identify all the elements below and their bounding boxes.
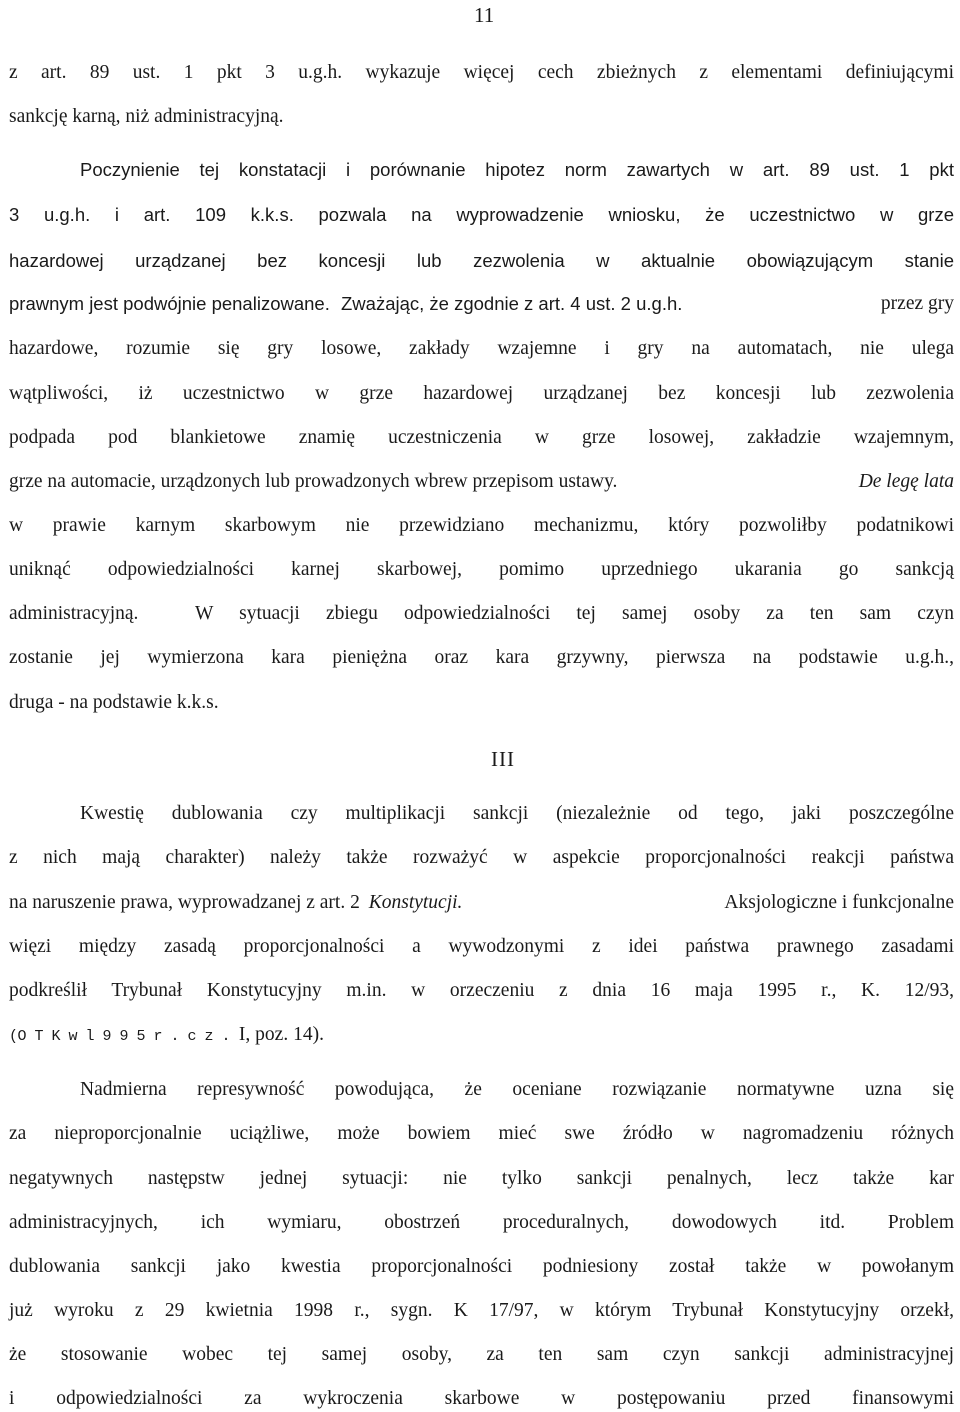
para3-line-6b: I, poz. 14). [238,1024,324,1045]
para3-line-4: więzi między zasadą proporcjonalności a wywodzonymi z idei państwa prawnego zasadami [9,936,954,957]
para2-line-10: uniknąć odpowiedzialności karnej skarbowej, pomimo uprzedniego ukarania go sankcją [9,559,954,580]
para3-line-3c: Aksjologiczne i funkcjonalne [724,892,954,913]
para1-line-1: z art. 89 ust. 1 pkt 3 u.g.h. wykazuje więcej cech zbieżnych z elementami definiującymi [9,62,954,83]
para2-line-8 [9,469,954,495]
para2-line-2: 3 u.g.h. i art. 109 k.k.s. pozwala na wyprowadzenie wniosku, że uczestnictwo w grze [9,204,954,225]
para2-line-13: druga - na podstawie k.k.s. [9,692,219,713]
para3-line-6 [9,1022,954,1050]
para2-line-8b: De legę lata [858,471,954,492]
para2-line-11a: administracyjną. [9,603,139,624]
para3-line-3a: na naruszenie prawa, wyprowadzanej z art. 2 [9,892,360,913]
para2-line-4b: Zważając, że zgodnie z art. 4 ust. 2 u.g.h. [341,293,683,314]
para2-line-4c: przez gry [880,293,954,314]
para4-line-7: że stosowanie wobec tej samej osoby, za ten sam czyn sankcji administracyjnej [9,1344,954,1365]
para2-line-1: Poczynienie tej konstatacji i porównanie hipotez norm zawartych w art. 89 ust. 1 pkt [80,159,954,180]
para2-line-5: hazardowe, rozumie się gry losowe, zakłady wzajemne i gry na automatach, nie ulega [9,338,954,359]
para2-line-12: zostanie jej wymierzona kara pieniężna oraz kara grzywny, pierwsza na podstawie u.g.h., [9,647,954,668]
para2-line-11b: W sytuacji zbiegu odpowiedzialności tej samej osoby za ten sam czyn [195,603,954,624]
para2-line-4 [9,291,954,317]
para3-line-5: podkreślił Trybunał Konstytucyjny m.in. w orzeczeniu z dnia 16 maja 1995 r., K. 12/93, [9,980,954,1001]
para4-line-2: za nieproporcjonalnie uciążliwe, może bowiem mieć swe źródło w nagromadzeniu różnych [9,1123,954,1144]
para3-line-3 [9,890,954,916]
para1-line-2: sankcję karną, niż administracyjną. [9,106,284,127]
para2-line-11 [9,601,954,627]
para2-line-3: hazardowej urządzanej bez koncesji lub zezwolenia w aktualnie obowiązującym stanie [9,250,954,271]
para3-line-2: z nich mają charakter) należy także rozważyć w aspekcie proporcjonalności reakcji państwa [9,847,954,868]
para2-line-9: w prawie karnym skarbowym nie przewidziano mechanizmu, który pozwoliłby podatnikowi [9,515,954,536]
para4-line-8: i odpowiedzialności za wykroczenia skarbowe w postępowaniu przed finansowymi [9,1388,954,1409]
para3-line-6a: (O T K w l 9 9 5 r . c z . [9,1028,231,1045]
para4-line-1: Nadmierna represywność powodująca, że oceniane rozwiązanie normatywne uzna się [80,1079,954,1100]
para2-line-6: wątpliwości, iż uczestnictwo w grze hazardowej urządzanej bez koncesji lub zezwolenia [9,383,954,404]
para4-line-6: już wyroku z 29 kwietnia 1998 r., sygn. K 17/97, w którym Trybunał Konstytucyjny orzekł, [9,1300,954,1321]
para3-line-1: Kwestię dublowania czy multiplikacji sankcji (niezależnie od tego, jaki poszczególne [80,803,954,824]
para4-line-5: dublowania sankcji jako kwestia proporcjonalności podniesiony został także w powołanym [9,1256,954,1277]
para2-line-7: podpada pod blankietowe znamię uczestniczenia w grze losowej, zakładzie wzajemnym, [9,427,954,448]
page-number: 11 [474,3,495,27]
para2-line-8a: grze na automacie, urządzonych lub prowadzonych wbrew przepisom ustawy. [9,471,618,492]
para4-line-4: administracyjnych, ich wymiaru, obostrzeń proceduralnych, dowodowych itd. Problem [9,1212,954,1233]
para2-line-4a: prawnym jest podwójnie penalizowane. [9,293,330,314]
para3-line-3b: Konstytucji. [368,892,463,913]
section-heading: III [491,747,515,771]
para4-line-3: negatywnych następstw jednej sytuacji: nie tylko sankcji penalnych, lecz także kar [9,1168,954,1189]
